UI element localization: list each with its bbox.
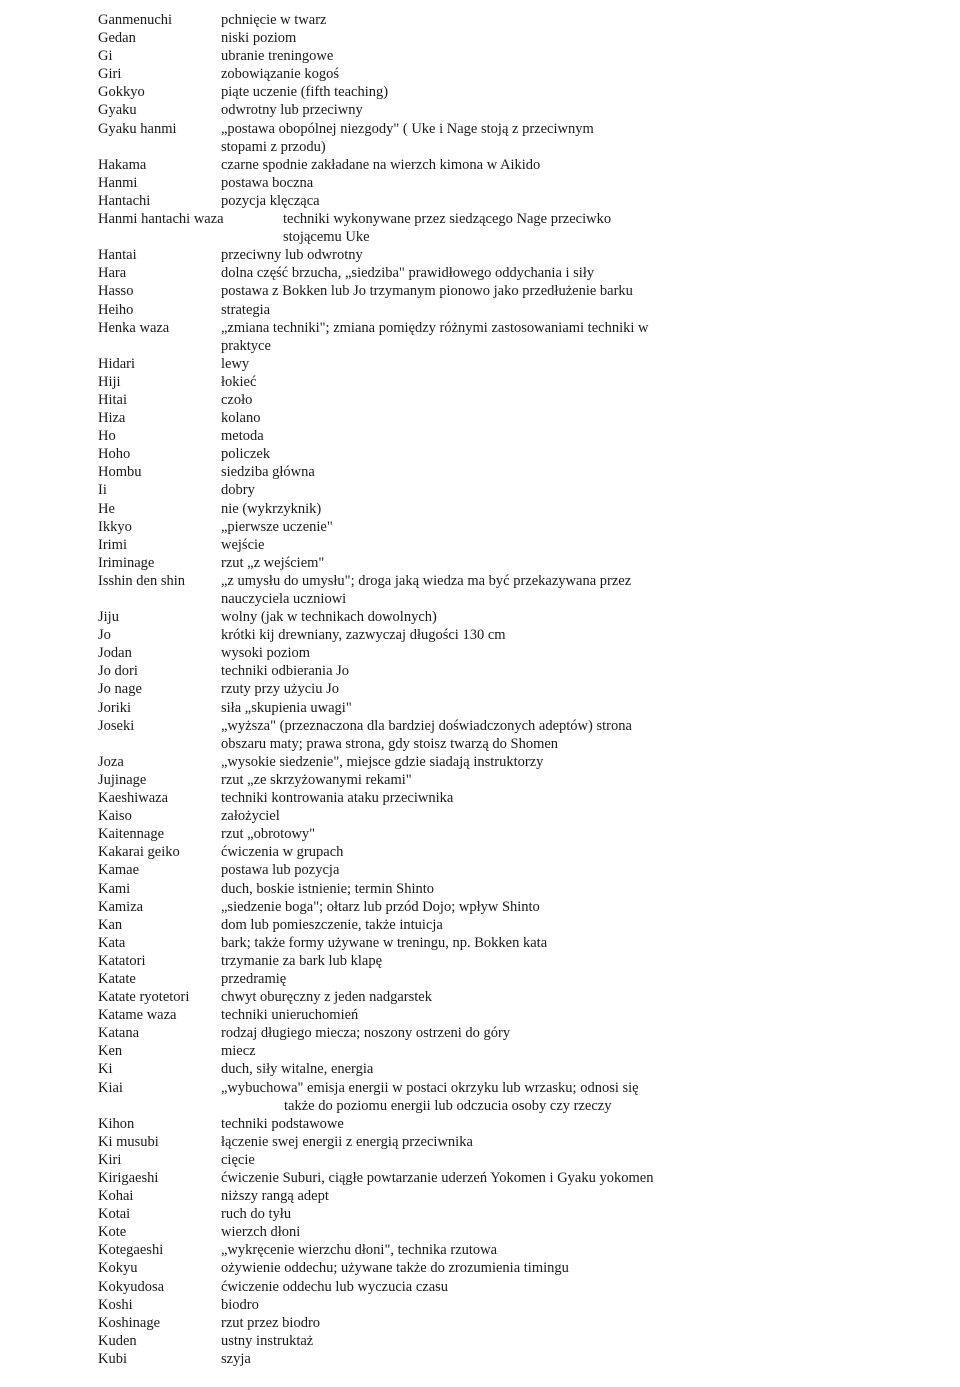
- glossary-term: Heiho: [98, 301, 134, 318]
- glossary-term: Hanmi: [98, 174, 138, 191]
- definition-line: „wybuchowa" emisja energii w postaci okrzyku lub wrzasku; odnosi się: [221, 1079, 639, 1096]
- glossary-definition: [221, 916, 698, 934]
- glossary-term: Gokkyo: [98, 84, 145, 101]
- glossary-term: Kokyu: [98, 1260, 138, 1277]
- definition-line: techniki unieruchomień: [221, 1007, 359, 1024]
- glossary-definition: [221, 319, 698, 355]
- definition-line: niski poziom: [221, 30, 297, 47]
- definition-line: postawa boczna: [221, 174, 314, 191]
- glossary-entry: [98, 1115, 698, 1133]
- glossary-entry: [98, 1259, 698, 1277]
- glossary-definition: [221, 988, 698, 1006]
- definition-line: bark; także formy używane w treningu, np. Bokken kata: [221, 934, 548, 951]
- definition-line: siedziba główna: [221, 464, 315, 481]
- glossary-definition: [221, 1060, 698, 1078]
- glossary-entry: [98, 1169, 698, 1187]
- definition-line: obszaru maty; prawa strona, gdy stoisz twarzą do Shomen: [221, 735, 559, 752]
- glossary-definition: [221, 1350, 698, 1368]
- glossary-entry: [98, 1151, 698, 1169]
- glossary-definition: [221, 608, 698, 626]
- definition-line: niższy rangą adept: [221, 1188, 329, 1205]
- glossary-entry: [98, 83, 698, 101]
- glossary-term: Katame waza: [98, 1007, 177, 1024]
- glossary-entry: [98, 518, 698, 536]
- glossary-term: Ho: [98, 428, 116, 445]
- glossary-definition: [221, 445, 698, 463]
- definition-line: „wysokie siedzenie", miejsce gdzie siadają instruktorzy: [221, 753, 544, 770]
- definition-line: czoło: [221, 391, 253, 408]
- glossary-term: Gyaku: [98, 102, 137, 119]
- glossary-definition: [221, 536, 698, 554]
- definition-line: stojącemu Uke: [283, 229, 370, 246]
- definition-line: wejście: [221, 536, 265, 553]
- definition-line: „pierwsze uczenie": [221, 518, 333, 535]
- definition-line: szyja: [221, 1350, 251, 1367]
- definition-line: pozycja klęcząca: [221, 192, 320, 209]
- definition-line: także do poziomu energii lub odczucia osoby czy rzeczy: [284, 1097, 612, 1114]
- glossary-term: Jo: [98, 627, 111, 644]
- glossary-definition: [221, 1259, 698, 1277]
- glossary-term: Kaeshiwaza: [98, 790, 169, 807]
- definition-line: wolny (jak w technikach dowolnych): [221, 609, 437, 626]
- glossary-term: Hantai: [98, 247, 137, 264]
- glossary-entry: [98, 717, 698, 753]
- glossary-entry: [98, 1350, 698, 1368]
- glossary-term: Jujinage: [98, 771, 147, 788]
- glossary-definition: [221, 1133, 698, 1151]
- glossary-definition: [221, 192, 698, 210]
- glossary-definition: [221, 65, 698, 83]
- glossary-term: Jo nage: [98, 681, 142, 698]
- glossary-entry: [98, 680, 698, 698]
- glossary-entry: [98, 1006, 698, 1024]
- glossary-term: Kirigaeshi: [98, 1170, 159, 1186]
- glossary-term: Ken: [98, 1043, 123, 1060]
- glossary-list: [98, 11, 698, 1368]
- glossary-term: Kokyudosa: [98, 1278, 165, 1295]
- definition-line: kolano: [221, 410, 261, 427]
- glossary-definition: [221, 373, 698, 391]
- glossary-definition: [221, 409, 698, 427]
- definition-line: piąte uczenie (fifth teaching): [221, 84, 389, 101]
- glossary-term: Hitai: [98, 391, 127, 408]
- glossary-term: Ki musubi: [98, 1133, 159, 1150]
- definition-line: ustny instruktaż: [221, 1332, 314, 1349]
- glossary-entry: [98, 1205, 698, 1223]
- definition-line: odwrotny lub przeciwny: [221, 102, 363, 119]
- glossary-entry: [98, 880, 698, 898]
- glossary-definition: [221, 1042, 698, 1060]
- glossary-definition: [283, 210, 698, 246]
- glossary-term: Giri: [98, 66, 122, 83]
- glossary-entry: [98, 373, 698, 391]
- glossary-definition: [221, 83, 698, 101]
- glossary-definition: [221, 626, 698, 644]
- glossary-definition: [221, 29, 698, 47]
- glossary-entry: [98, 1133, 698, 1151]
- definition-line: zobowiązanie kogoś: [221, 66, 339, 83]
- glossary-entry: [98, 1314, 698, 1332]
- definition-line: „z umysłu do umysłu"; droga jaką wiedza ma być przekazywana przez: [221, 572, 632, 589]
- definition-line: wierzch dłoni: [221, 1224, 301, 1241]
- glossary-definition: [221, 970, 698, 988]
- definition-line: techniki wykonywane przez siedzącego Nage przeciwko: [283, 211, 612, 228]
- glossary-term: Hanmi hantachi waza: [98, 211, 224, 228]
- glossary-entry: [98, 753, 698, 771]
- definition-line: pchnięcie w twarz: [221, 12, 327, 28]
- glossary-definition: [221, 1079, 698, 1115]
- definition-line: łączenie swej energii z energią przeciwnika: [221, 1133, 473, 1150]
- glossary-entry: [98, 1278, 698, 1296]
- definition-line: dobry: [221, 482, 255, 499]
- definition-line: lewy: [221, 355, 250, 372]
- definition-line: „wyższa" (przeznaczona dla bardziej doświadczonych adeptów) strona: [221, 717, 632, 734]
- definition-line: nauczyciela uczniowi: [221, 591, 347, 607]
- glossary-term: Katatori: [98, 952, 146, 969]
- definition-line: „siedzenie boga"; ołtarz lub przód Dojo; wpływ Shinto: [221, 898, 540, 915]
- glossary-definition: [221, 554, 698, 572]
- glossary-entry: [98, 264, 698, 282]
- glossary-term: Iriminage: [98, 554, 155, 571]
- glossary-definition: [221, 156, 698, 174]
- glossary-entry: [98, 789, 698, 807]
- definition-line: ćwiczenie Suburi, ciągłe powtarzanie uderzeń Yokomen i Gyaku yokomen: [221, 1170, 654, 1186]
- definition-line: biodro: [221, 1296, 259, 1313]
- glossary-term: Hoho: [98, 446, 131, 463]
- glossary-term: Kote: [98, 1224, 127, 1241]
- definition-line: rzut „ze skrzyżowanymi rekami": [221, 771, 412, 788]
- definition-line: techniki odbierania Jo: [221, 663, 350, 680]
- glossary-definition: [221, 1169, 698, 1187]
- glossary-definition: [221, 952, 698, 970]
- glossary-definition: [221, 880, 698, 898]
- glossary-term: Kami: [98, 880, 131, 897]
- glossary-term: Ganmenuchi: [98, 12, 173, 28]
- glossary-entry: [98, 210, 698, 246]
- glossary-definition: [221, 355, 698, 373]
- definition-line: trzymanie za bark lub klapę: [221, 952, 383, 969]
- definition-line: techniki podstawowe: [221, 1115, 344, 1132]
- glossary-entry: [98, 608, 698, 626]
- definition-line: rzut przez biodro: [221, 1314, 321, 1331]
- definition-line: ćwiczenia w grupach: [221, 844, 344, 861]
- glossary-term: Gyaku hanmi: [98, 120, 177, 137]
- definition-line: policzek: [221, 446, 271, 463]
- glossary-term: Kan: [98, 916, 123, 933]
- glossary-entry: [98, 500, 698, 518]
- glossary-entry: [98, 554, 698, 572]
- glossary-entry: [98, 282, 698, 300]
- glossary-entry: [98, 536, 698, 554]
- definition-line: praktyce: [221, 337, 271, 354]
- glossary-entry: [98, 445, 698, 463]
- definition-line: łokieć: [221, 373, 257, 390]
- glossary-entry: [98, 156, 698, 174]
- glossary-term: Hidari: [98, 355, 136, 372]
- glossary-term: He: [98, 500, 115, 517]
- glossary-entry: [98, 1079, 698, 1115]
- glossary-term: Hiji: [98, 373, 121, 390]
- glossary-entry: [98, 1024, 698, 1042]
- glossary-definition: [221, 1278, 698, 1296]
- definition-line: stopami z przodu): [221, 138, 326, 155]
- glossary-definition: [221, 771, 698, 789]
- glossary-term: Jo dori: [98, 663, 138, 680]
- glossary-term: Koshinage: [98, 1314, 161, 1331]
- definition-line: siła „skupienia uwagi": [221, 699, 352, 716]
- glossary-term: Kaiso: [98, 808, 132, 825]
- glossary-entry: [98, 1296, 698, 1314]
- glossary-definition: [221, 934, 698, 952]
- glossary-entry: [98, 481, 698, 499]
- definition-line: cięcie: [221, 1151, 255, 1168]
- glossary-term: Kiri: [98, 1151, 122, 1168]
- glossary-definition: [221, 1151, 698, 1169]
- glossary-definition: [221, 644, 698, 662]
- glossary-definition: [221, 1006, 698, 1024]
- glossary-term: Kohai: [98, 1188, 134, 1205]
- glossary-term: Kata: [98, 934, 126, 951]
- glossary-entry: [98, 409, 698, 427]
- definition-line: techniki kontrowania ataku przeciwnika: [221, 790, 454, 807]
- glossary-entry: [98, 934, 698, 952]
- glossary-entry: [98, 1042, 698, 1060]
- glossary-term: Kuden: [98, 1332, 137, 1349]
- glossary-entry: [98, 246, 698, 264]
- glossary-entry: [98, 572, 698, 608]
- glossary-term: Kamiza: [98, 898, 144, 915]
- glossary-definition: [221, 753, 698, 771]
- glossary-term: Jodan: [98, 645, 132, 662]
- glossary-entry: [98, 898, 698, 916]
- glossary-entry: [98, 1241, 698, 1259]
- glossary-term: Jiju: [98, 609, 119, 626]
- glossary-definition: [221, 301, 698, 319]
- glossary-term: Irimi: [98, 536, 127, 553]
- definition-line: duch, siły witalne, energia: [221, 1061, 374, 1078]
- glossary-definition: [221, 680, 698, 698]
- definition-line: duch, boskie istnienie; termin Shinto: [221, 880, 435, 897]
- glossary-definition: [221, 463, 698, 481]
- glossary-definition: [221, 1296, 698, 1314]
- glossary-term: Hakama: [98, 156, 147, 173]
- glossary-entry: [98, 970, 698, 988]
- glossary-definition: [221, 1205, 698, 1223]
- glossary-entry: [98, 47, 698, 65]
- definition-line: krótki kij drewniany, zazwyczaj długości 130 cm: [221, 627, 506, 644]
- glossary-definition: [221, 861, 698, 879]
- definition-line: rodzaj długiego miecza; noszony ostrzeni do góry: [221, 1025, 511, 1042]
- glossary-entry: [98, 101, 698, 119]
- glossary-definition: [221, 518, 698, 536]
- glossary-definition: [221, 1187, 698, 1205]
- glossary-entry: [98, 644, 698, 662]
- definition-line: nie (wykrzyknik): [221, 500, 322, 517]
- definition-line: czarne spodnie zakładane na wierzch kimona w Aikido: [221, 156, 541, 173]
- glossary-definition: [221, 572, 698, 608]
- definition-line: dolna część brzucha, „siedziba" prawidłowego oddychania i siły: [221, 265, 595, 282]
- definition-line: miecz: [221, 1043, 256, 1060]
- glossary-term: Ii: [98, 482, 107, 499]
- definition-line: dom lub pomieszczenie, także intuicja: [221, 916, 443, 933]
- glossary-definition: [221, 427, 698, 445]
- definition-line: przeciwny lub odwrotny: [221, 247, 363, 264]
- glossary-term: Ki: [98, 1061, 113, 1078]
- glossary-entry: [98, 319, 698, 355]
- glossary-entry: [98, 626, 698, 644]
- glossary-definition: [221, 1024, 698, 1042]
- glossary-definition: [221, 699, 698, 717]
- glossary-term: Kotegaeshi: [98, 1242, 164, 1259]
- definition-line: wysoki poziom: [221, 645, 311, 662]
- glossary-definition: [221, 717, 698, 753]
- glossary-term: Kihon: [98, 1115, 135, 1132]
- glossary-entry: [98, 699, 698, 717]
- glossary-definition: [221, 47, 698, 65]
- definition-line: „postawa obopólnej niezgody" ( Uke i Nage stoją z przeciwnym: [221, 120, 594, 137]
- glossary-definition: [221, 1241, 698, 1259]
- glossary-term: Koshi: [98, 1296, 133, 1313]
- glossary-entry: [98, 825, 698, 843]
- glossary-entry: [98, 120, 698, 156]
- glossary-definition: [221, 391, 698, 409]
- glossary-term: Hasso: [98, 283, 134, 300]
- glossary-definition: [221, 662, 698, 680]
- glossary-definition: [221, 1115, 698, 1133]
- definition-line: postawa lub pozycja: [221, 862, 340, 879]
- glossary-entry: [98, 355, 698, 373]
- glossary-entry: [98, 29, 698, 47]
- glossary-entry: [98, 391, 698, 409]
- glossary-term: Joza: [98, 753, 124, 770]
- glossary-entry: [98, 843, 698, 861]
- definition-line: chwyt oburęczny z jeden nadgarstek: [221, 989, 432, 1006]
- glossary-definition: [221, 1223, 698, 1241]
- glossary-term: Hiza: [98, 410, 126, 427]
- glossary-entry: [98, 771, 698, 789]
- definition-line: rzut „z wejściem": [221, 554, 325, 571]
- definition-line: „wykręcenie wierzchu dłoni", technika rzutowa: [221, 1242, 498, 1259]
- glossary-entry: [98, 192, 698, 210]
- definition-line: rzut „obrotowy": [221, 826, 316, 843]
- glossary-definition: [221, 1314, 698, 1332]
- glossary-entry: [98, 1332, 698, 1350]
- glossary-definition: [221, 246, 698, 264]
- glossary-definition: [221, 282, 698, 300]
- glossary-term: Katate: [98, 970, 136, 987]
- glossary-definition: [221, 481, 698, 499]
- glossary-term: Hombu: [98, 464, 142, 481]
- glossary-entry: [98, 65, 698, 83]
- definition-line: ruch do tyłu: [221, 1206, 292, 1223]
- glossary-definition: [221, 789, 698, 807]
- glossary-term: Ikkyo: [98, 518, 132, 535]
- glossary-entry: [98, 1060, 698, 1078]
- glossary-definition: [221, 500, 698, 518]
- glossary-definition: [221, 898, 698, 916]
- glossary-term: Katana: [98, 1025, 140, 1042]
- glossary-term: Gedan: [98, 30, 136, 47]
- glossary-entry: [98, 807, 698, 825]
- glossary-entry: [98, 11, 698, 29]
- glossary-term: Hantachi: [98, 192, 151, 209]
- glossary-entry: [98, 861, 698, 879]
- definition-line: „zmiana techniki"; zmiana pomiędzy różnymi zastosowaniami techniki w: [221, 319, 649, 336]
- glossary-entry: [98, 463, 698, 481]
- glossary-term: Joseki: [98, 717, 135, 734]
- glossary-definition: [221, 264, 698, 282]
- glossary-definition: [221, 11, 698, 29]
- definition-line: ubranie treningowe: [221, 48, 334, 65]
- glossary-term: Kakarai geiko: [98, 844, 180, 861]
- glossary-entry: [98, 427, 698, 445]
- glossary-entry: [98, 916, 698, 934]
- glossary-definition: [221, 843, 698, 861]
- glossary-term: Joriki: [98, 699, 132, 716]
- glossary-definition: [221, 101, 698, 119]
- definition-line: przedramię: [221, 970, 287, 987]
- glossary-term: Katate ryotetori: [98, 989, 190, 1006]
- glossary-term: Kiai: [98, 1079, 123, 1096]
- glossary-definition: [221, 1332, 698, 1350]
- glossary-definition: [221, 825, 698, 843]
- glossary-definition: [221, 120, 698, 156]
- glossary-term: Kaitennage: [98, 826, 165, 843]
- definition-line: założyciel: [221, 808, 280, 825]
- glossary-entry: [98, 1223, 698, 1241]
- glossary-entry: [98, 174, 698, 192]
- glossary-definition: [221, 174, 698, 192]
- glossary-entry: [98, 952, 698, 970]
- glossary-term: Isshin den shin: [98, 572, 185, 589]
- glossary-term: Kubi: [98, 1350, 127, 1367]
- glossary-term: Hara: [98, 265, 127, 282]
- glossary-definition: [221, 807, 698, 825]
- glossary-term: Henka waza: [98, 319, 170, 336]
- glossary-term: Kotai: [98, 1206, 131, 1223]
- definition-line: strategia: [221, 301, 271, 318]
- glossary-entry: [98, 988, 698, 1006]
- definition-line: rzuty przy użyciu Jo: [221, 681, 339, 698]
- definition-line: ćwiczenie oddechu lub wyczucia czasu: [221, 1278, 449, 1295]
- glossary-entry: [98, 662, 698, 680]
- definition-line: metoda: [221, 428, 264, 445]
- glossary-entry: [98, 1187, 698, 1205]
- glossary-term: Gi: [98, 48, 113, 65]
- definition-line: postawa z Bokken lub Jo trzymanym pionowo jako przedłużenie barku: [221, 283, 633, 300]
- definition-line: ożywienie oddechu; używane także do zrozumienia timingu: [221, 1260, 569, 1277]
- glossary-entry: [98, 301, 698, 319]
- glossary-term: Kamae: [98, 862, 140, 879]
